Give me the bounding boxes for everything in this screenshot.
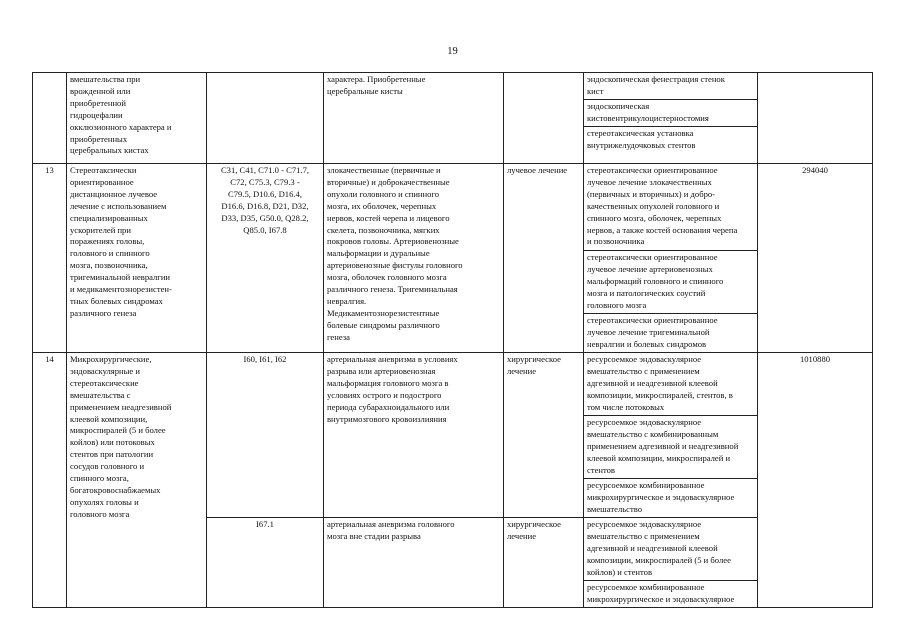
treatment-method-cell: стереотаксически ориентированное лучевое лечение артериовенозных мальформаций головного и спинного мозга и патологических соустий головного мозга <box>584 251 758 314</box>
patient-model-cell: артериальная аневризма в условиях разрыва или артериовенозная мальформация головного мозга в условиях острого и подострого периода субарахноидального или внутримозгового кровоизлияния <box>324 353 504 518</box>
treatment-method-cell: стереотаксически ориентированное лучевое лечение злокачественных (первичных и вторичных) и добро- качественных опухолей головного и спинного мозга, оболочек, черепных нервов, а также костей основания черепа и позвоночника <box>584 164 758 251</box>
icd-codes-cell: C31, C41, C71.0 - C71.7, C72, C75.3, C79.3 - C79.5, D10.6, D16.4, D16.6, D16.8, D21, D32, D33, D35, G50.0, Q28.2, Q85.0, I67.8 <box>207 164 324 353</box>
treatment-type-cell <box>504 73 584 164</box>
treatment-type-cell: хирургическое лечение <box>504 353 584 518</box>
treatment-method-cell: эндоскопическая кистовентрикулоцистерностомия <box>584 100 758 127</box>
patient-model-cell: характера. Приобретенные церебральные кисты <box>324 73 504 164</box>
icd-codes-cell: I67.1 <box>207 518 324 608</box>
treatment-method-cell: ресурсоемкое эндоваскулярное вмешательство с комбинированным применением адгезивной и неадгезивной клеевой композиции, микроспиралей и стентов <box>584 416 758 479</box>
icd-codes-cell: I60, I61, I62 <box>207 353 324 518</box>
treatment-method-cell: ресурсоемкое комбинированное микрохирургическое и эндоваскулярное <box>584 581 758 608</box>
cost-cell: 294040 <box>758 164 873 353</box>
treatment-type-cell: лучевое лечение <box>504 164 584 353</box>
icd-codes-cell <box>207 73 324 164</box>
table-row-13 <box>33 164 873 251</box>
care-type-cell: вмешательства при врожденной или приобретенной гидроцефалии окклюзионного характера и приобретенных церебральных кистах <box>67 73 207 164</box>
cost-cell: 1010880 <box>758 353 873 608</box>
treatment-method-cell: стереотаксически ориентированное лучевое лечение тригеминальной невралгии и болевых синдромов <box>584 314 758 353</box>
care-type-cell: Микрохирургические, эндоваскулярные и стереотаксические вмешательства с применением неадгезивной клеевой композиции, микроспиралей (5 и более койлов) или потоковых стентов при патологии сосудов головного и спинного мозга, богатокровоснабжаемых опухолях головы и головного мозга <box>67 353 207 608</box>
care-type-cell: Стереотаксически ориентированное дистанционное лучевое лечение с использованием специализированных ускорителей при поражениях головы, головного и спинного мозга, позвоночника, тригеминальной невралгии и медикаментознорезистен- тных болевых синдромах различного генеза <box>67 164 207 353</box>
row-number-cell <box>33 73 67 164</box>
treatment-method-cell: ресурсоемкое эндоваскулярное вмешательство с применением адгезивной и неадгезивной клеевой композиции, микроспиралей (5 и более койлов) и стентов <box>584 518 758 581</box>
treatment-method-cell: стереотаксическая установка внутрижелудочковых стентов <box>584 127 758 164</box>
medical-care-table <box>32 72 873 608</box>
row-number-cell: 14 <box>33 353 67 608</box>
treatment-method-cell: эндоскопическая фенестрация стенок кист <box>584 73 758 100</box>
treatment-method-cell: ресурсоемкое комбинированное микрохирургическое и эндоваскулярное вмешательство <box>584 479 758 518</box>
page-number: 19 <box>447 46 458 57</box>
table-row-14 <box>33 353 873 416</box>
treatment-method-cell: ресурсоемкое эндоваскулярное вмешательство с применением адгезивной и неадгезивной клеевой композиции, микроспиралей, стентов, в том числе потоковых <box>584 353 758 416</box>
patient-model-cell: злокачественные (первичные и вторичные) и доброкачественные опухоли головного и спинного мозга, их оболочек, черепных нервов, костей черепа и лицевого скелета, позвоночника, мягких покровов головы. Артериовенозные мальформации и дуральные артериовенозные фистулы головного мозга, оболочек головного мозга различного генеза. Тригеминальная невралгия. Медикаментознорезистентные болевые синдромы различного генеза <box>324 164 504 353</box>
cost-cell <box>758 73 873 164</box>
row-number-cell: 13 <box>33 164 67 353</box>
table-row-continuation <box>33 73 873 100</box>
treatment-type-cell: хирургическое лечение <box>504 518 584 608</box>
patient-model-cell: артериальная аневризма головного мозга вне стадии разрыва <box>324 518 504 608</box>
